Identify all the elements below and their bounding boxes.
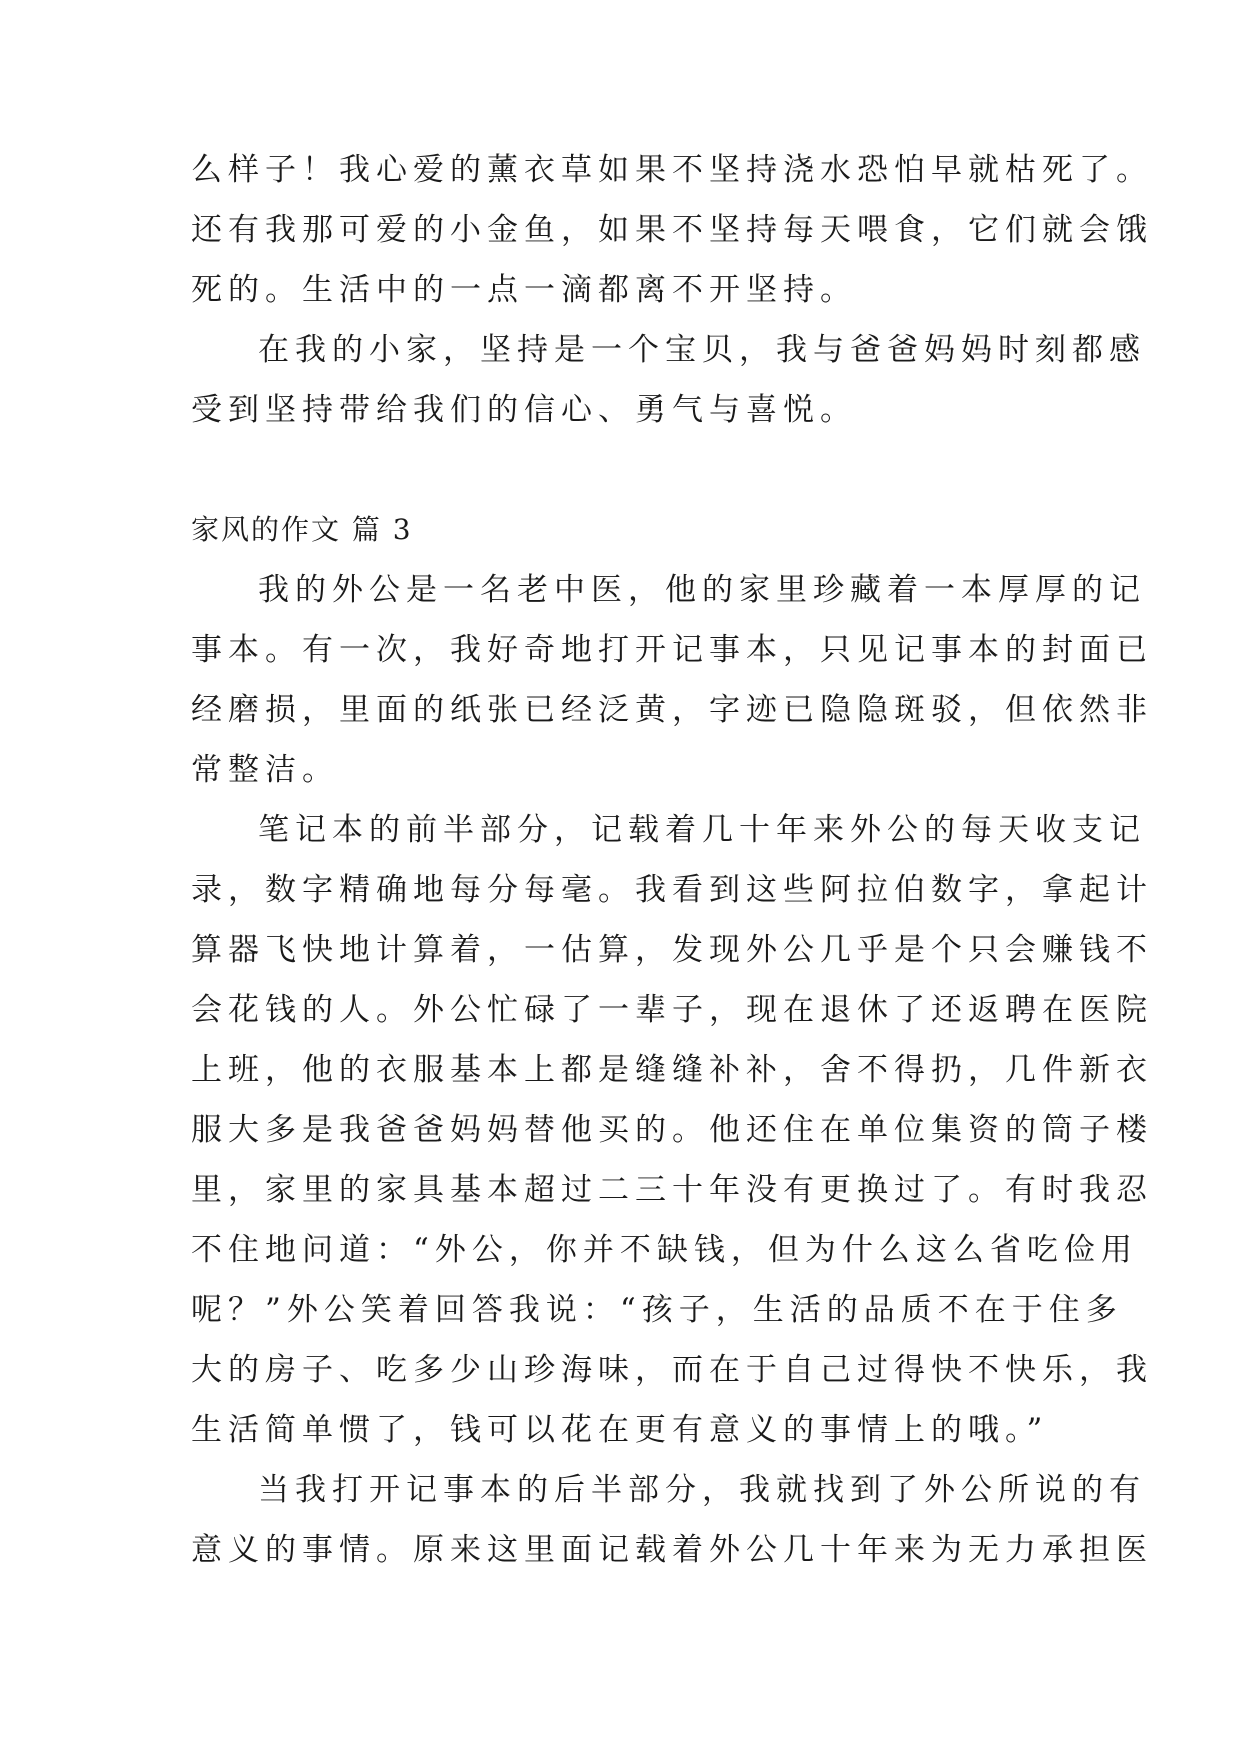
text-line: 还有我那可爱的小金鱼，如果不坚持每天喂食，它们就会饿: [191, 212, 1153, 248]
text-line: 服大多是我爸爸妈妈替他买的。他还住在单位集资的筒子楼: [191, 1112, 1153, 1148]
text-line: 大的房子、吃多少山珍海味，而在于自己过得快不快乐，我: [191, 1352, 1153, 1388]
text-line: 上班，他的衣服基本上都是缝缝补补，舍不得扔，几件新衣: [191, 1052, 1153, 1088]
text-line: 么样子！我心爱的薰衣草如果不坚持浇水恐怕早就枯死了。: [191, 152, 1153, 188]
text-line: 事本。有一次，我好奇地打开记事本，只见记事本的封面已: [191, 632, 1153, 668]
text-line: 在我的小家，坚持是一个宝贝，我与爸爸妈妈时刻都感: [258, 332, 1146, 368]
text-line: 不住地问道：“外公，你并不缺钱，但为什么这么省吃俭用: [191, 1232, 1138, 1268]
text-line: 死的。生活中的一点一滴都离不开坚持。: [191, 272, 857, 308]
text-line: 呢？”外公笑着回答我说：“孩子，生活的品质不在于住多: [191, 1292, 1123, 1328]
text-line: 生活简单惯了，钱可以花在更有意义的事情上的哦。”: [191, 1412, 1049, 1448]
text-line: 录，数字精确地每分每毫。我看到这些阿拉伯数字，拿起计: [191, 872, 1153, 908]
text-line: 意义的事情。原来这里面记载着外公几十年来为无力承担医: [191, 1532, 1153, 1568]
text-line: 笔记本的前半部分，记载着几十年来外公的每天收支记: [258, 812, 1146, 848]
text-line: 常整洁。: [191, 752, 339, 788]
text-line: 当我打开记事本的后半部分，我就找到了外公所说的有: [258, 1472, 1146, 1508]
text-line: 经磨损，里面的纸张已经泛黄，字迹已隐隐斑驳，但依然非: [191, 692, 1153, 728]
text-line: 受到坚持带给我们的信心、勇气与喜悦。: [191, 392, 857, 428]
text-line: 算器飞快地计算着，一估算，发现外公几乎是个只会赚钱不: [191, 932, 1153, 968]
section-heading: 家风的作文 篇 3: [191, 513, 413, 546]
text-line: 我的外公是一名老中医，他的家里珍藏着一本厚厚的记: [258, 572, 1146, 608]
text-line: 里，家里的家具基本超过二三十年没有更换过了。有时我忍: [191, 1172, 1153, 1208]
text-line: 会花钱的人。外公忙碌了一辈子，现在退休了还返聘在医院: [191, 992, 1153, 1028]
